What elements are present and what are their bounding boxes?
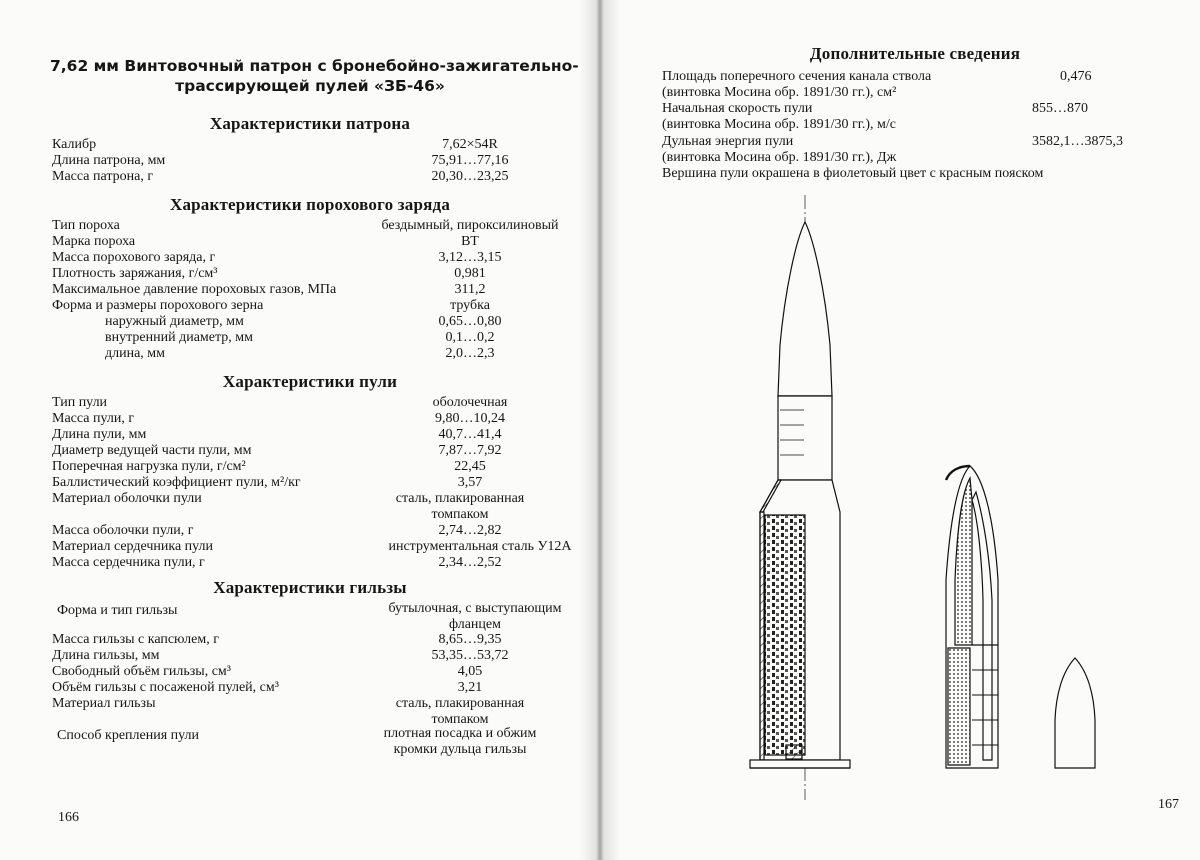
row-label: Масса гильзы с капсюлем, г	[52, 632, 219, 647]
row-value: 0,1…0,2	[445, 330, 495, 345]
core-drawing	[1055, 658, 1095, 768]
page-title-line-1: 7,62 мм Винтовочный патрон с бронебойно-зажигательно-	[50, 57, 579, 75]
bullet-section-drawing	[946, 466, 998, 768]
row-label: Материал оболочки пули	[52, 491, 202, 506]
row-value: 311,2	[454, 282, 486, 297]
row-value-continued: томпаком	[431, 712, 489, 727]
row-label: Марка пороха	[52, 234, 136, 249]
section-heading-powder: Характеристики порохового заряда	[169, 195, 451, 214]
page-number-left: 166	[58, 810, 79, 825]
row-label: Поперечная нагрузка пули, г/см²	[52, 459, 246, 474]
row-value: 20,30…23,25	[431, 169, 509, 184]
info-line: Площадь поперечного сечения канала ствола	[662, 69, 932, 84]
row-value: 8,65…9,35	[438, 632, 502, 647]
row-value: 7,62×54R	[442, 137, 498, 152]
row-label: Способ крепления пули	[57, 728, 200, 743]
info-line: (винтовка Мосина обр. 1891/30 гг.), см²	[662, 85, 897, 100]
section-heading-bullet: Характеристики пули	[222, 372, 398, 391]
row-value: 3,12…3,15	[438, 250, 502, 265]
row-label: Калибр	[52, 137, 97, 152]
row-value: оболочечная	[432, 395, 508, 410]
row-label: Длина гильзы, мм	[52, 648, 160, 663]
row-value: 3,21	[457, 680, 483, 695]
row-label: внутренний диаметр, мм	[105, 330, 253, 345]
row-label: наружный диаметр, мм	[105, 314, 244, 329]
info-value: 855…870	[1032, 101, 1088, 116]
row-label: длина, мм	[105, 346, 166, 361]
row-value-continued: фланцем	[449, 617, 501, 632]
row-value: 7,87…7,92	[438, 443, 502, 458]
row-label: Баллистический коэффициент пули, м²/кг	[52, 475, 301, 490]
row-label: Свободный объём гильзы, см³	[52, 664, 231, 679]
row-value: плотная посадка и обжим	[383, 726, 537, 741]
row-value: 75,91…77,16	[431, 153, 509, 168]
row-value-continued: томпаком	[431, 507, 489, 522]
row-value: трубка	[450, 298, 490, 313]
row-label: Максимальное давление пороховых газов, МПа	[52, 282, 337, 297]
row-value: 53,35…53,72	[431, 648, 509, 663]
row-label: Материал гильзы	[52, 696, 156, 711]
row-label: Масса пули, г	[52, 411, 135, 426]
row-value: 0,981	[454, 266, 486, 281]
row-value: 2,34…2,52	[438, 555, 502, 570]
row-label: Масса патрона, г	[52, 169, 154, 184]
row-label: Объём гильзы с посаженой пулей, см³	[52, 680, 279, 695]
row-label: Форма и размеры порохового зерна	[52, 298, 264, 313]
row-label: Материал сердечника пули	[52, 539, 214, 554]
row-label: Диаметр ведущей части пули, мм	[52, 443, 252, 458]
row-value: сталь, плакированная	[395, 491, 525, 506]
row-value: 2,74…2,82	[438, 523, 502, 538]
row-label: Форма и тип гильзы	[57, 603, 178, 618]
row-value: 0,65…0,80	[438, 314, 502, 329]
drawings	[600, 0, 1200, 860]
row-label: Тип пули	[52, 395, 108, 410]
page-title-line-2: трассирующей пулей «ЗБ-46»	[175, 77, 445, 95]
info-note: Вершина пули окрашена в фиолетовый цвет с красным пояском	[662, 166, 1044, 181]
cartridge-section-drawing	[750, 222, 850, 768]
row-label: Длина пули, мм	[52, 427, 147, 442]
row-value: бездымный, пироксилиновый	[381, 218, 559, 233]
row-label: Длина патрона, мм	[52, 153, 166, 168]
info-value: 0,476	[1060, 69, 1092, 84]
section-heading-case: Характеристики гильзы	[213, 578, 407, 597]
row-value: 4,05	[457, 664, 483, 679]
row-value: ВТ	[461, 234, 479, 249]
section-heading-additional: Дополнительные сведения	[809, 44, 1021, 63]
page-number-right: 167	[1158, 797, 1179, 812]
info-value: 3582,1…3875,3	[1032, 134, 1123, 149]
row-label: Масса оболочки пули, г	[52, 523, 194, 538]
info-line: Начальная скорость пули	[662, 101, 813, 116]
info-line: (винтовка Мосина обр. 1891/30 гг.), Дж	[662, 150, 897, 165]
row-value: 22,45	[454, 459, 486, 474]
row-value: инструментальная сталь У12А	[388, 539, 572, 554]
row-label: Масса сердечника пули, г	[52, 555, 205, 570]
row-value: бутылочная, с выступающим	[388, 601, 562, 616]
row-label: Тип пороха	[52, 218, 120, 233]
row-value: 9,80…10,24	[435, 411, 505, 426]
section-heading-cartridge: Характеристики патрона	[209, 114, 411, 133]
row-value: сталь, плакированная	[395, 696, 525, 711]
info-line: (винтовка Мосина обр. 1891/30 гг.), м/с	[662, 117, 897, 132]
row-label: Плотность заряжания, г/см³	[52, 266, 218, 281]
row-value: 2,0…2,3	[445, 346, 495, 361]
row-value: 3,57	[457, 475, 483, 490]
row-value: 40,7…41,4	[438, 427, 502, 442]
info-line: Дульная энергия пули	[662, 134, 794, 149]
row-value-continued: кромки дульца гильзы	[393, 742, 527, 757]
row-label: Масса порохового заряда, г	[52, 250, 216, 265]
